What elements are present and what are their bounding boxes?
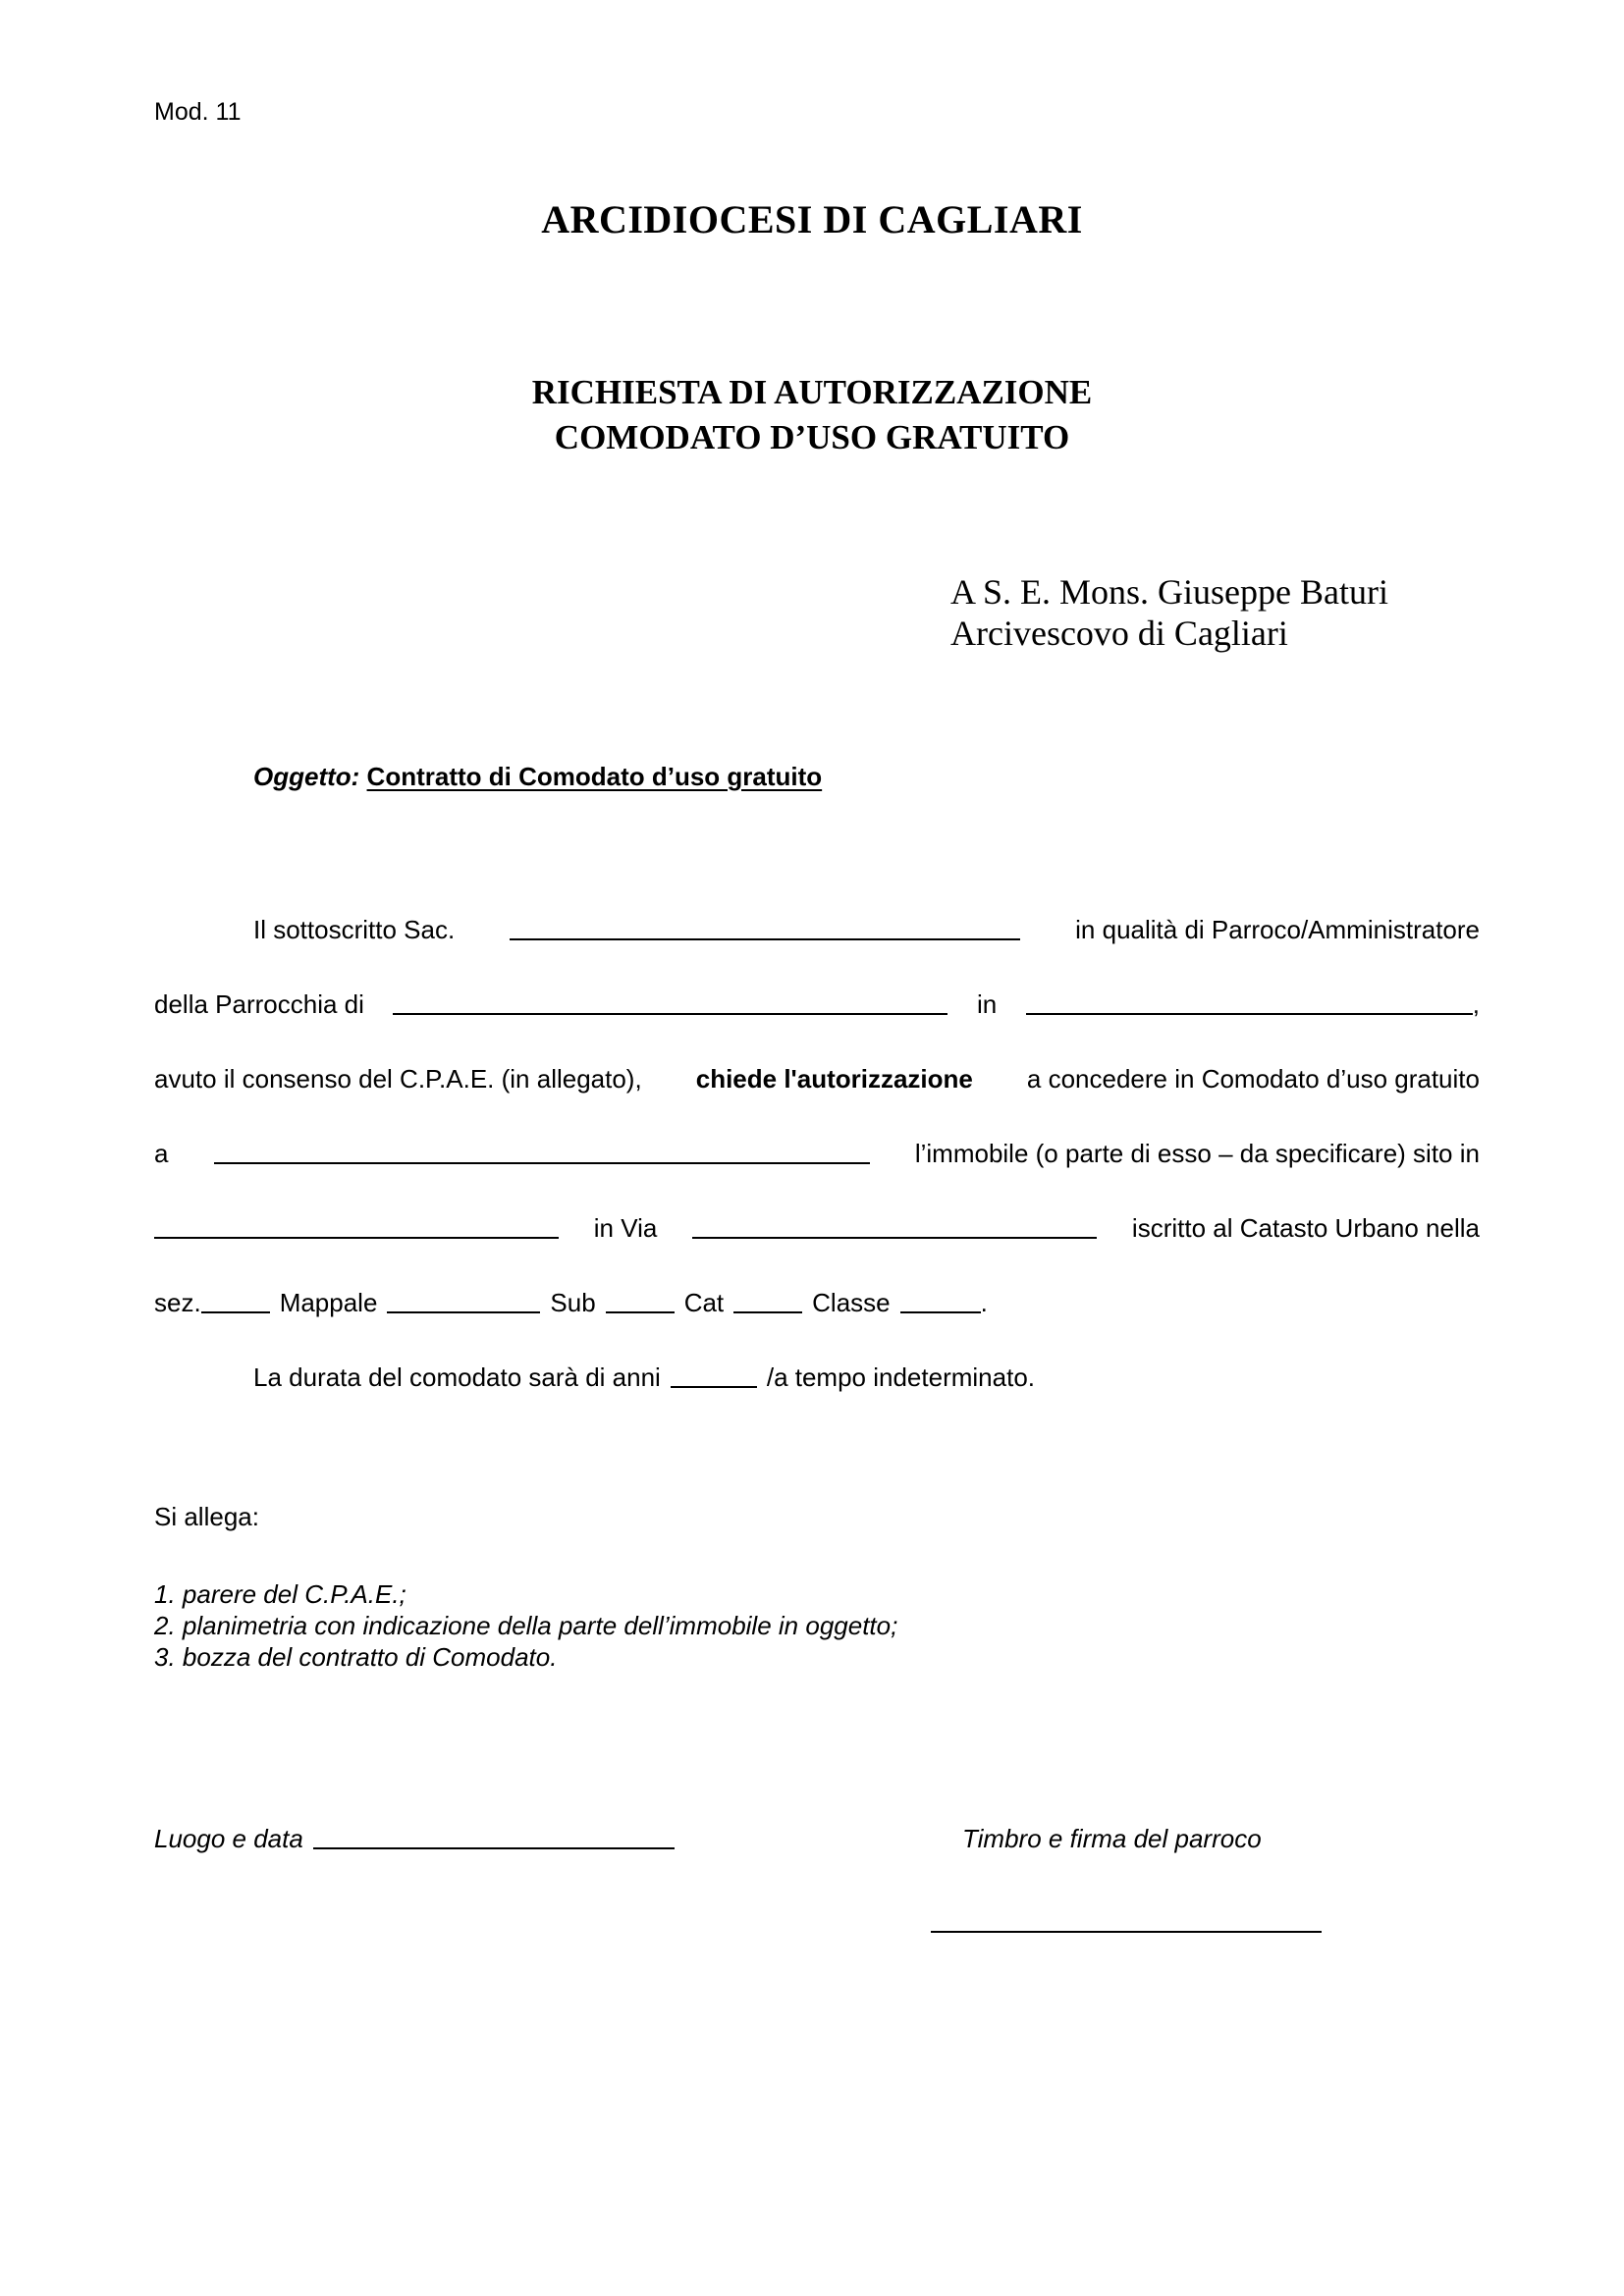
model-code: Mod. 11 <box>154 98 242 126</box>
request-authorization-text: chiede l'autorizzazione <box>695 1064 973 1094</box>
recipient-title: Arcivescovo di Cagliari <box>950 614 1288 653</box>
organization-heading: ARCIDIOCESI DI CAGLIARI <box>541 197 1083 241</box>
attachments-list <box>154 1578 897 1673</box>
subject-label: Oggetto: <box>253 762 360 791</box>
body-text: avuto il consenso del C.P.A.E. (in allegato), <box>154 1064 642 1094</box>
subject-text: Contratto di Comodato d’uso gratuito <box>366 762 823 791</box>
body-text: l’immobile (o parte di esso – da specificare) sito in <box>914 1139 1480 1168</box>
body-line-1 <box>253 915 1480 945</box>
priest-name-field[interactable] <box>510 937 1020 940</box>
duration-years-field[interactable] <box>671 1385 757 1388</box>
borrower-name-field[interactable] <box>214 1161 870 1164</box>
body-line-2 <box>154 989 1480 1020</box>
signature-field[interactable] <box>931 1930 1322 1933</box>
class-label: Classe <box>812 1288 891 1317</box>
body-text: La durata del comodato sarà di anni <box>253 1362 661 1392</box>
body-text: . <box>980 1288 988 1317</box>
parish-name-field[interactable] <box>393 1012 947 1015</box>
document-title-line-2: COMODATO D’USO GRATUITO <box>554 418 1070 456</box>
document-title-line-1: RICHIESTA DI AUTORIZZAZIONE <box>531 373 1093 411</box>
body-text: , <box>1472 989 1480 1019</box>
class-field[interactable] <box>900 1310 981 1313</box>
recipient-block <box>950 571 1388 654</box>
subject-line <box>253 762 822 792</box>
section-field[interactable] <box>201 1310 270 1313</box>
place-date-field[interactable] <box>313 1846 675 1849</box>
body-text: a <box>154 1139 169 1168</box>
attachments-heading: Si allega: <box>154 1502 259 1531</box>
mappale-label: Mappale <box>279 1288 378 1317</box>
body-text: in qualità di Parroco/Amministratore <box>1075 915 1480 944</box>
attachment-item: 1. parere del C.P.A.E.; <box>154 1579 406 1609</box>
body-line-7 <box>253 1362 1480 1393</box>
sub-label: Sub <box>550 1288 596 1317</box>
body-text: della Parrocchia di <box>154 989 364 1019</box>
attachment-item: 2. planimetria con indicazione della parte dell’immobile in oggetto; <box>154 1611 898 1640</box>
property-municipality-field[interactable] <box>154 1236 559 1239</box>
body-text: in Via <box>593 1213 658 1243</box>
sub-field[interactable] <box>606 1310 675 1313</box>
body-text: iscritto al Catasto Urbano nella <box>1131 1213 1480 1243</box>
body-text: in <box>976 989 998 1019</box>
body-line-6 <box>154 1288 1480 1318</box>
parish-location-field[interactable] <box>1026 1012 1473 1015</box>
recipient-name: A S. E. Mons. Giuseppe Baturi <box>950 572 1388 612</box>
attachment-item: 3. bozza del contratto di Comodato. <box>154 1642 558 1672</box>
mappale-field[interactable] <box>387 1310 540 1313</box>
category-field[interactable] <box>733 1310 802 1313</box>
body-line-3 <box>154 1064 1480 1095</box>
body-line-5 <box>154 1213 1480 1244</box>
section-label: sez. <box>154 1288 201 1317</box>
body-text: /a tempo indeterminato. <box>766 1362 1035 1392</box>
place-date-label: Luogo e data <box>154 1824 303 1853</box>
signature-label: Timbro e firma del parroco <box>962 1824 1262 1853</box>
street-field[interactable] <box>692 1236 1097 1239</box>
place-date-block <box>154 1824 675 1854</box>
category-label: Cat <box>683 1288 725 1317</box>
body-text: a concedere in Comodato d’uso gratuito <box>1026 1064 1480 1094</box>
body-line-4 <box>154 1139 1480 1169</box>
body-text: Il sottoscritto Sac. <box>253 915 456 944</box>
